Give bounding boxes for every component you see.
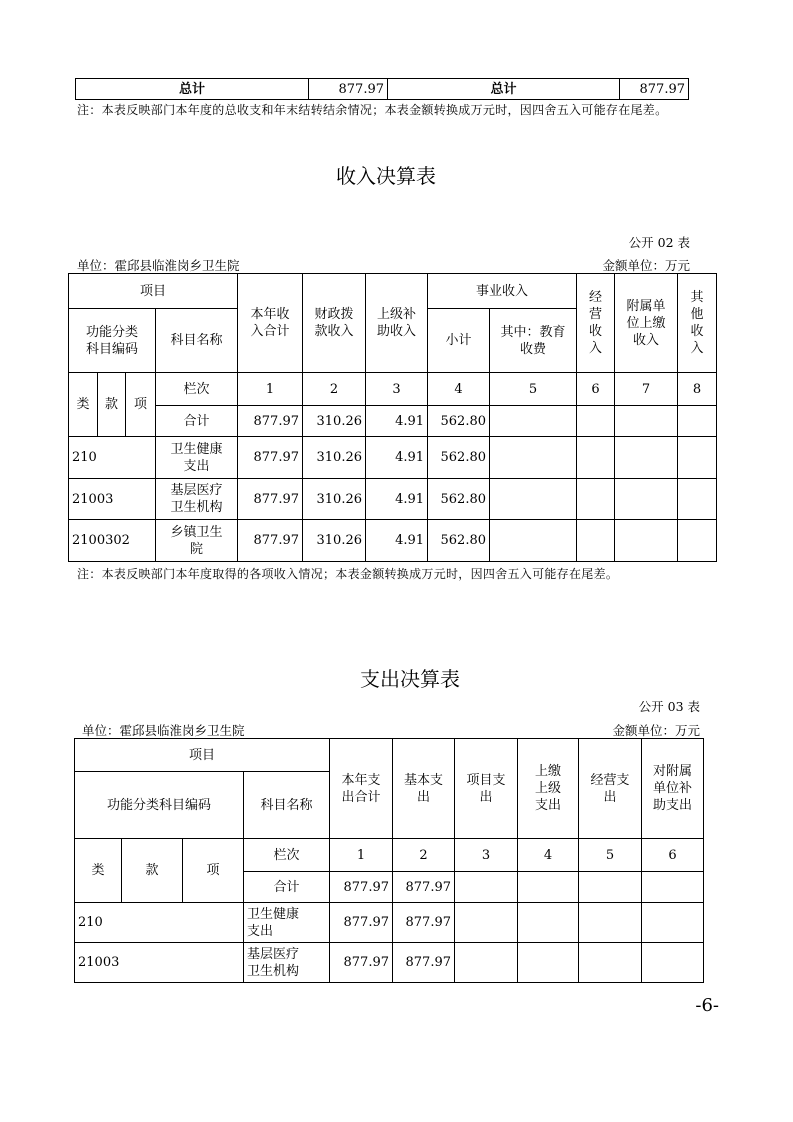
row-name: 乡镇卫生 院 [156,520,238,562]
cell [678,437,717,479]
income-header-other: 其 他 收 入 [678,274,717,373]
expense-header-total: 本年支 出合计 [330,739,393,839]
income-table [68,273,717,562]
cell [615,437,678,479]
expense-header-basic: 基本支 出 [393,739,455,839]
expense-header-superior-remit: 上缴 上级 支出 [518,739,579,839]
cell: 877.97 [393,872,455,903]
cell [678,520,717,562]
expense-header-operating: 经营支 出 [579,739,642,839]
row-name: 卫生健康 支出 [244,903,330,943]
cell [577,406,615,437]
income-note: 注：本表反映部门本年度取得的各项收入情况；本表金额转换成万元时，因四舍五入可能存在尾差。 [77,567,619,581]
cell [490,479,577,520]
row-name: 基层医疗 卫生机构 [244,943,330,983]
cell [518,872,579,903]
income-header-affiliated: 附属单 位上缴 收入 [615,274,678,373]
cell [579,872,642,903]
expense-header-subject-name: 科目名称 [244,772,330,839]
cell: 877.97 [393,943,455,983]
summary-right-value: 877.97 [620,79,689,100]
cell [455,872,518,903]
income-header-project: 项目 [69,274,238,309]
expense-header-lei: 类 [75,839,122,903]
cell [577,479,615,520]
expense-title: 支出决算表 [360,667,460,691]
cell [490,406,577,437]
income-col-number: 4 [428,373,490,406]
cell: 4.91 [366,479,428,520]
cell: 562.80 [428,479,490,520]
cell: 4.91 [366,406,428,437]
expense-header-project: 项目 [75,739,330,772]
expense-table [74,738,704,983]
page-number: -6- [695,995,719,1016]
cell: 310.26 [303,406,366,437]
row-name: 基层医疗 卫生机构 [156,479,238,520]
row-code: 21003 [69,479,156,520]
cell [455,903,518,943]
income-form-no: 公开 02 表 [628,235,690,250]
cell [577,437,615,479]
cell: 562.80 [428,520,490,562]
cell: 4.91 [366,437,428,479]
row-name: 合计 [156,406,238,437]
cell: 562.80 [428,406,490,437]
cell [579,943,642,983]
income-header-kuan: 款 [98,373,126,437]
cell: 877.97 [238,520,303,562]
income-header-total: 本年收 入合计 [238,274,303,373]
income-header-lei: 类 [69,373,98,437]
expense-header-func-code: 功能分类科目编码 [75,772,244,839]
cell [642,943,704,983]
expense-header-project-exp: 项目支 出 [455,739,518,839]
table-row [69,437,717,479]
cell: 877.97 [393,903,455,943]
cell [678,479,717,520]
cell [642,872,704,903]
income-header-business: 事业收入 [428,274,577,309]
income-header-operating: 经 营 收 入 [577,274,615,373]
expense-col-number: 1 [330,839,393,872]
income-header-subject-name: 科目名称 [156,309,238,373]
summary-left-label: 总计 [76,79,309,100]
income-amount-unit: 金额单位：万元 [602,258,690,273]
cell: 877.97 [238,437,303,479]
income-header-xiang: 项 [126,373,156,437]
table-row [75,903,704,943]
cell: 310.26 [303,520,366,562]
income-col-number: 1 [238,373,303,406]
cell: 4.91 [366,520,428,562]
cell [615,406,678,437]
cell [490,437,577,479]
cell: 877.97 [330,903,393,943]
income-col-number: 5 [490,373,577,406]
row-code: 21003 [75,943,244,983]
income-col-number: 3 [366,373,428,406]
expense-col-number: 4 [518,839,579,872]
expense-col-number: 2 [393,839,455,872]
income-header-func-code: 功能分类 科目编码 [69,309,156,373]
cell: 877.97 [238,406,303,437]
summary-left-value: 877.97 [309,79,388,100]
cell: 310.26 [303,479,366,520]
cell: 877.97 [238,479,303,520]
cell [518,943,579,983]
income-title: 收入决算表 [336,164,436,188]
expense-col-number: 6 [642,839,704,872]
income-col-number: 8 [678,373,717,406]
cell [678,406,717,437]
expense-col-number: 3 [455,839,518,872]
row-code: 2100302 [69,520,156,562]
table-row [75,943,704,983]
table-row [69,520,717,562]
cell [615,520,678,562]
income-unit: 单位：霍邱县临淮岗乡卫生院 [77,258,240,273]
row-code: 210 [75,903,244,943]
cell: 877.97 [330,872,393,903]
cell [642,903,704,943]
expense-col-number: 5 [579,839,642,872]
income-header-fiscal: 财政拨 款收入 [303,274,366,373]
summary-table [75,78,689,100]
expense-unit: 单位：霍邱县临淮岗乡卫生院 [82,723,245,738]
income-row-total [69,406,717,437]
income-col-number: 7 [615,373,678,406]
income-col-number: 6 [577,373,615,406]
summary-right-label: 总计 [388,79,620,100]
row-name: 合计 [244,872,330,903]
income-header-education-fee: 其中：教育 收费 [490,309,577,373]
expense-header-lanci: 栏次 [244,839,330,872]
cell [579,903,642,943]
cell [455,943,518,983]
cell [490,520,577,562]
cell [577,520,615,562]
income-header-subtotal: 小计 [428,309,490,373]
expense-header-xiang: 项 [183,839,244,903]
expense-form-no: 公开 03 表 [638,699,700,714]
cell: 562.80 [428,437,490,479]
income-col-number: 2 [303,373,366,406]
row-code: 210 [69,437,156,479]
cell [615,479,678,520]
expense-header-kuan: 款 [122,839,183,903]
table-row [69,479,717,520]
cell: 877.97 [330,943,393,983]
income-header-lanci: 栏次 [156,373,238,406]
expense-amount-unit: 金额单位：万元 [612,723,700,738]
cell: 310.26 [303,437,366,479]
row-name: 卫生健康 支出 [156,437,238,479]
expense-header-affiliated-subsidy: 对附属 单位补 助支出 [642,739,704,839]
cell [518,903,579,943]
summary-note: 注：本表反映部门本年度的总收支和年末结转结余情况；本表金额转换成万元时，因四舍五入可能存在尾差。 [77,103,668,117]
income-header-superior-subsidy: 上级补 助收入 [366,274,428,373]
